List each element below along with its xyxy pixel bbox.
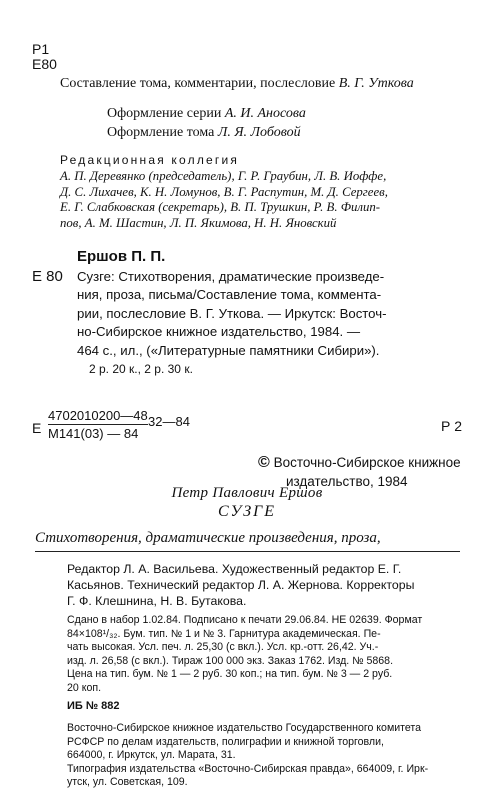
book-subtitle: Стихотворения, драматические произведения, проза, [35, 530, 381, 546]
entry-author: Ершов П. П. [77, 248, 166, 265]
copyright-line-1 [258, 453, 461, 472]
entry-line: Сузге: Стихотворения, драматические произведе- [77, 269, 385, 284]
entry-line: рии, послесловие В. Г. Уткова. — Иркутск: Восточ- [77, 305, 387, 321]
design-series-name: А. И. Аносова [224, 106, 306, 121]
entry-code: Е 80 [32, 268, 63, 285]
formula-right-code: Р 2 [441, 418, 463, 434]
compiled-by-name: В. Г. Уткова [338, 76, 414, 91]
imprint-line: Цена на тип. бум. № 1 — 2 руб. 30 коп.; на тип. бум. № 3 — 2 руб. [67, 668, 393, 681]
entry-line: ния, проза, письма/Составление тома, коммента- [77, 287, 382, 303]
board-member-line: Д. С. Лихачев, К. Н. Ломунов, В. Г. Распутин, М. Д. Сергеев, [60, 184, 388, 199]
imprint-line: чать высокая. Усл. печ. л. 25,30 (с вкл.). Усл. кр.-отт. 26,42. Уч.- [67, 641, 379, 654]
editors-line: Касьянов. Технический редактор Л. А. Жернова. Корректоры [67, 578, 415, 592]
formula-suffix: 32—84 [148, 414, 190, 429]
editors-block [67, 561, 414, 609]
design-volume-name: Л. Я. Лобовой [217, 125, 301, 140]
board-heading: Редакционная коллегия [60, 153, 240, 167]
publisher-line: Восточно-Сибирское книжное издательство Государственного комитета [67, 722, 422, 734]
formula-denominator: М141(03) — 84 [48, 424, 148, 442]
imprint-line: 84×108¹/₃₂. Бум. тип. № 1 и № 3. Гарнитура академическая. Пе- [67, 627, 381, 640]
copyright-publisher: Восточно-Сибирское книжное [273, 455, 461, 470]
copyright-year: издательство, 1984 [286, 474, 408, 489]
book-author: Петр Павлович Ершов [171, 485, 323, 501]
imprint-line: изд. л. 26,58 (с вкл.). Тираж 100 000 экз. Заказ 1762. Изд. № 5868. [67, 654, 394, 667]
formula-fraction [48, 407, 148, 442]
board-member-line: пов, А. М. Шастин, Л. П. Якимова, Н. Н. Яновский [60, 216, 337, 231]
book-title: СУЗГЕ [217, 503, 277, 520]
entry-line: но-Сибирское книжное издательство, 1984. — [77, 324, 361, 340]
imprint-line: 20 коп. [67, 681, 102, 694]
editorial-board [60, 153, 388, 232]
design-series-label: Оформление серии [107, 106, 222, 121]
board-member-line: А. П. Деревянко (председатель), Г. Р. Граубин, Л. В. Иоффе, [60, 168, 387, 183]
editors-line: Г. Ф. Клешнина, Н. В. Бутакова. [67, 594, 247, 608]
bbk-codes [32, 42, 57, 72]
entry-price: 2 р. 20 к., 2 р. 30 к. [89, 362, 193, 377]
formula-numerator: 4702010200—48 [48, 408, 148, 423]
design-series-line [107, 104, 306, 123]
formula-letter: Е [32, 420, 42, 436]
publisher-line: Типография издательства «Восточно-Сибирская правда», 664009, г. Ирк- [67, 762, 429, 775]
compiled-by-label: Составление тома, комментарии, послесловие [60, 76, 336, 91]
divider-line [35, 551, 460, 552]
design-volume-label: Оформление тома [107, 125, 215, 140]
imprint-block [67, 614, 422, 696]
design-volume-line [107, 123, 306, 142]
publisher-block [67, 722, 428, 790]
entry-description [77, 268, 387, 378]
publisher-line: РСФСР по делам издательств, полиграфии и книжной торговли, [67, 735, 384, 748]
ib-number: ИБ № 882 [67, 700, 120, 712]
compiled-by-line [60, 76, 414, 92]
board-member-line: Е. Г. Слабковская (секретарь), В. П. Трушкин, Р. В. Филип- [60, 200, 381, 215]
editors-line: Редактор Л. А. Васильева. Художественный редактор Е. Г. [67, 562, 402, 576]
publisher-line: 664000, г. Иркутск, ул. Марата, 31. [67, 749, 236, 762]
imprint-line: Сдано в набор 1.02.84. Подписано к печати 29.06.84. НЕ 02639. Формат [67, 614, 423, 626]
publisher-line: утск, ул. Советская, 109. [67, 776, 188, 789]
bbk-code-2: Е80 [32, 56, 57, 72]
entry-line: 464 с., ил., («Литературные памятники Сибири»). [77, 342, 380, 358]
design-credits [107, 104, 306, 142]
copyright-icon: © [258, 454, 270, 471]
bbk-code-1: Р1 [32, 41, 50, 57]
